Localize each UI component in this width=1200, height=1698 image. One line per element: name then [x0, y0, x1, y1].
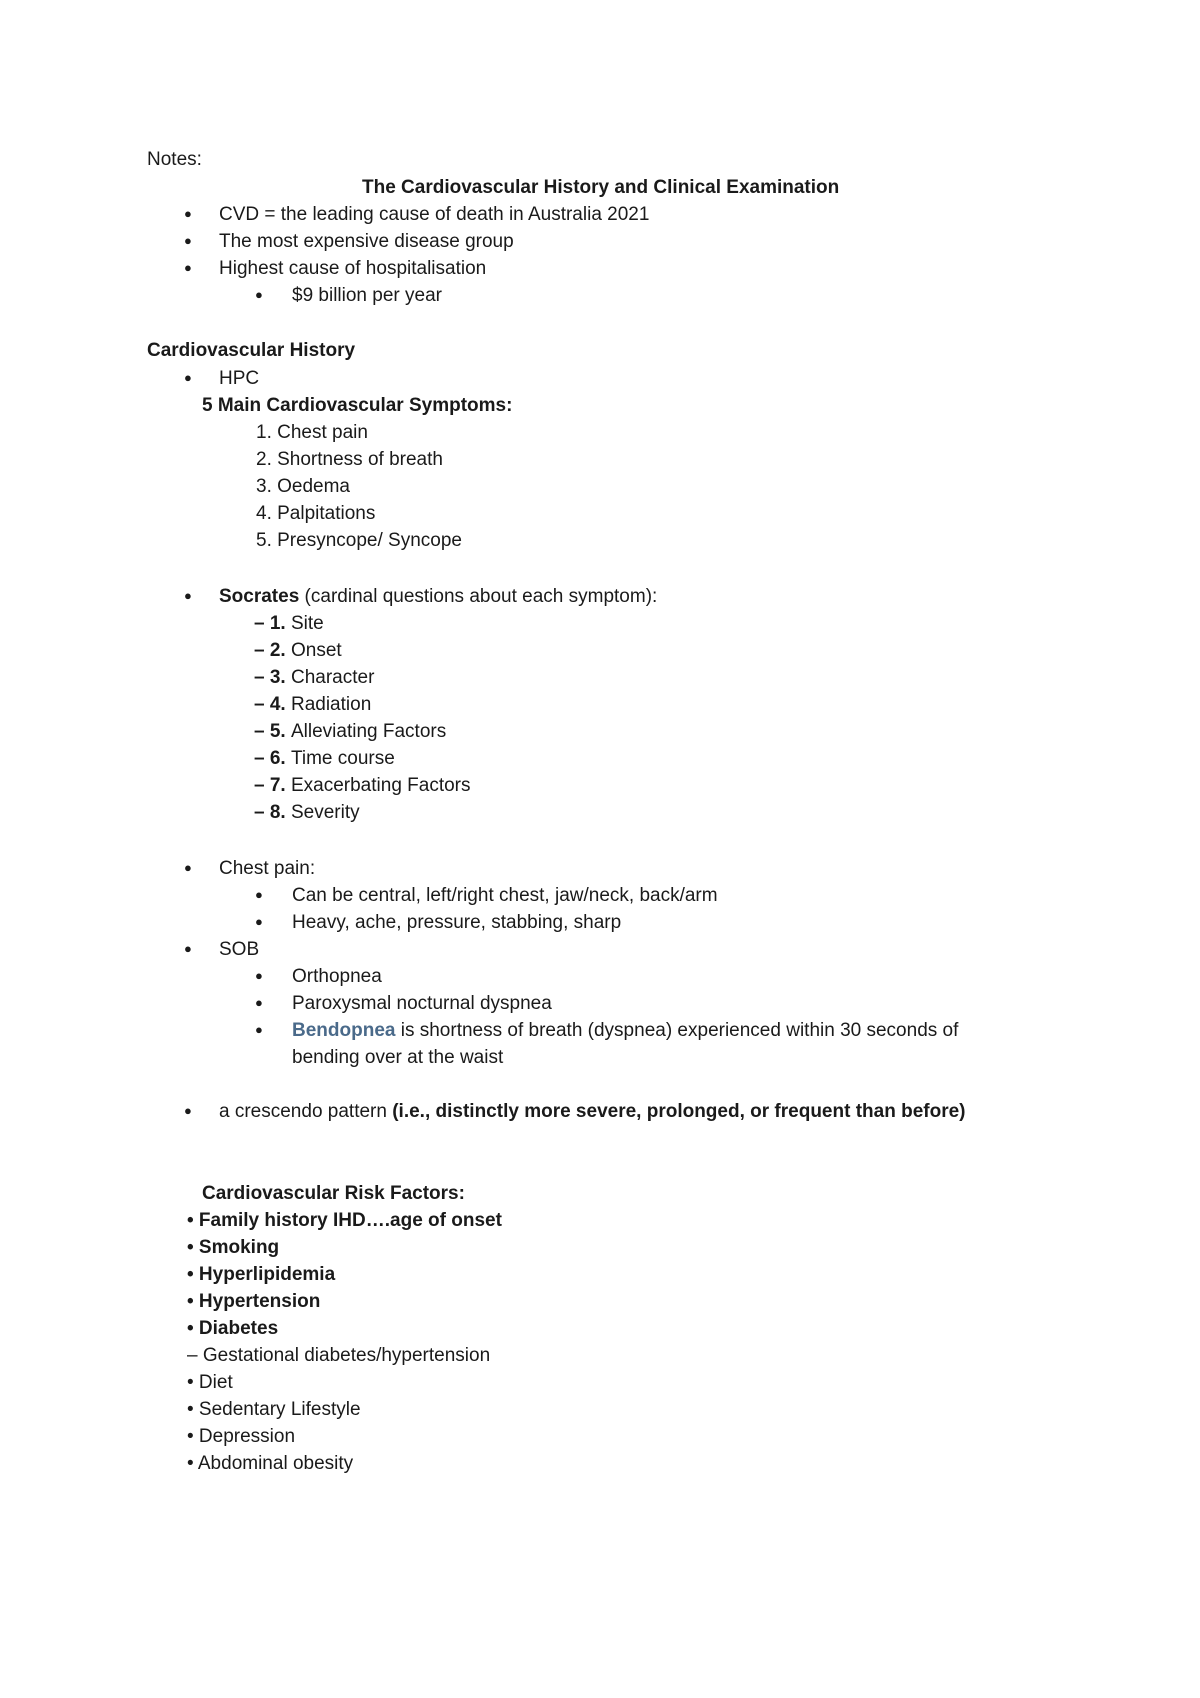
socrates-text: Character: [290, 667, 375, 688]
sob-heading: SOB: [219, 939, 260, 960]
socrates-term: Socrates: [219, 586, 300, 607]
socrates-number: – 1.: [254, 613, 291, 634]
bullet-icon: ●: [255, 1022, 263, 1037]
bendopnea-text-continued: bending over at the waist: [292, 1047, 504, 1068]
symptom-number: 2.: [256, 449, 278, 470]
intro-bullet: CVD = the leading cause of death in Australia 2021: [219, 204, 650, 225]
symptom-text: Shortness of breath: [277, 449, 443, 470]
socrates-item: [254, 693, 371, 717]
bullet-icon: ●: [255, 968, 263, 983]
socrates-text: Radiation: [290, 694, 372, 715]
intro-sub-bullet: $9 billion per year: [292, 285, 442, 306]
socrates-number: – 2.: [254, 640, 291, 661]
sob-item: Orthopnea: [292, 966, 382, 987]
socrates-item: [254, 639, 342, 663]
risk-factor-item: • Sedentary Lifestyle: [187, 1399, 361, 1420]
sob-item: Paroxysmal nocturnal dyspnea: [292, 993, 552, 1014]
bullet-icon: ●: [184, 588, 192, 603]
socrates-text: Onset: [290, 640, 342, 661]
document-title: The Cardiovascular History and Clinical Examination: [362, 177, 840, 198]
risk-heading: Cardiovascular Risk Factors:: [202, 1183, 465, 1204]
bullet-icon: ●: [184, 233, 192, 248]
risk-factor-item: • Smoking: [187, 1237, 280, 1258]
bullet-icon: ●: [255, 887, 263, 902]
symptom-number: 4.: [256, 503, 278, 524]
symptom-item: [256, 502, 375, 526]
bullet-icon: ●: [184, 370, 192, 385]
socrates-text: Site: [290, 613, 324, 634]
socrates-number: – 5.: [254, 721, 291, 742]
socrates-item: [254, 612, 324, 636]
socrates-item: [254, 747, 395, 771]
symptom-item: [256, 421, 368, 445]
risk-factor-item: • Hypertension: [187, 1291, 321, 1312]
risk-factor-item: • Diabetes: [187, 1318, 279, 1339]
intro-bullet: The most expensive disease group: [219, 231, 514, 252]
bullet-icon: ●: [184, 1103, 192, 1118]
socrates-text: Time course: [290, 748, 395, 769]
history-heading: Cardiovascular History: [147, 340, 356, 361]
socrates-text: Severity: [290, 802, 360, 823]
chest-pain-item: Can be central, left/right chest, jaw/neck, back/arm: [292, 885, 718, 906]
risk-factor-item: • Family history IHD….age of onset: [187, 1210, 502, 1231]
symptom-number: 3.: [256, 476, 278, 497]
chest-pain-heading: Chest pain:: [219, 858, 316, 879]
crescendo-lead: a crescendo pattern: [219, 1101, 393, 1122]
socrates-item: [254, 666, 374, 690]
socrates-item: [254, 774, 471, 798]
symptom-text: Palpitations: [277, 503, 376, 524]
bullet-icon: ●: [255, 287, 263, 302]
bullet-icon: ●: [255, 914, 263, 929]
symptom-item: [256, 529, 462, 553]
symptom-item: [256, 448, 443, 472]
socrates-number: – 6.: [254, 748, 291, 769]
bullet-icon: ●: [184, 860, 192, 875]
bullet-icon: ●: [184, 941, 192, 956]
symptom-text: Oedema: [277, 476, 350, 497]
chest-pain-item: Heavy, ache, pressure, stabbing, sharp: [292, 912, 622, 933]
socrates-number: – 8.: [254, 802, 291, 823]
risk-factor-item: • Diet: [187, 1372, 233, 1393]
risk-factor-item: – Gestational diabetes/hypertension: [187, 1345, 491, 1366]
symptoms-heading: 5 Main Cardiovascular Symptoms:: [202, 395, 513, 416]
risk-factor-item: • Depression: [187, 1426, 296, 1447]
socrates-text: Exacerbating Factors: [290, 775, 471, 796]
intro-bullet: Highest cause of hospitalisation: [219, 258, 487, 279]
symptom-number: 1.: [256, 422, 278, 443]
bullet-icon: ●: [184, 260, 192, 275]
symptom-number: 5.: [256, 530, 278, 551]
socrates-number: – 3.: [254, 667, 291, 688]
bullet-icon: ●: [255, 995, 263, 1010]
hpc-label: HPC: [219, 368, 260, 389]
bendopnea-item: [292, 1019, 958, 1043]
bendopnea-term: Bendopnea: [292, 1020, 396, 1041]
risk-factor-item: • Hyperlipidemia: [187, 1264, 336, 1285]
bullet-icon: ●: [184, 206, 192, 221]
bendopnea-text: is shortness of breath (dyspnea) experienced within 30 seconds of: [395, 1020, 959, 1041]
notes-label: Notes:: [147, 149, 202, 170]
socrates-number: – 7.: [254, 775, 291, 796]
socrates-text: Alleviating Factors: [290, 721, 447, 742]
symptom-item: [256, 475, 350, 499]
risk-factor-item: • Abdominal obesity: [187, 1453, 354, 1474]
symptom-text: Chest pain: [277, 422, 368, 443]
socrates-heading: [219, 585, 657, 609]
socrates-desc: (cardinal questions about each symptom):: [299, 586, 658, 607]
socrates-item: [254, 720, 446, 744]
socrates-number: – 4.: [254, 694, 291, 715]
socrates-item: [254, 801, 360, 825]
symptom-text: Presyncope/ Syncope: [277, 530, 462, 551]
crescendo-detail: (i.e., distinctly more severe, prolonged, or frequent than before): [392, 1101, 966, 1122]
crescendo-item: [219, 1100, 965, 1124]
